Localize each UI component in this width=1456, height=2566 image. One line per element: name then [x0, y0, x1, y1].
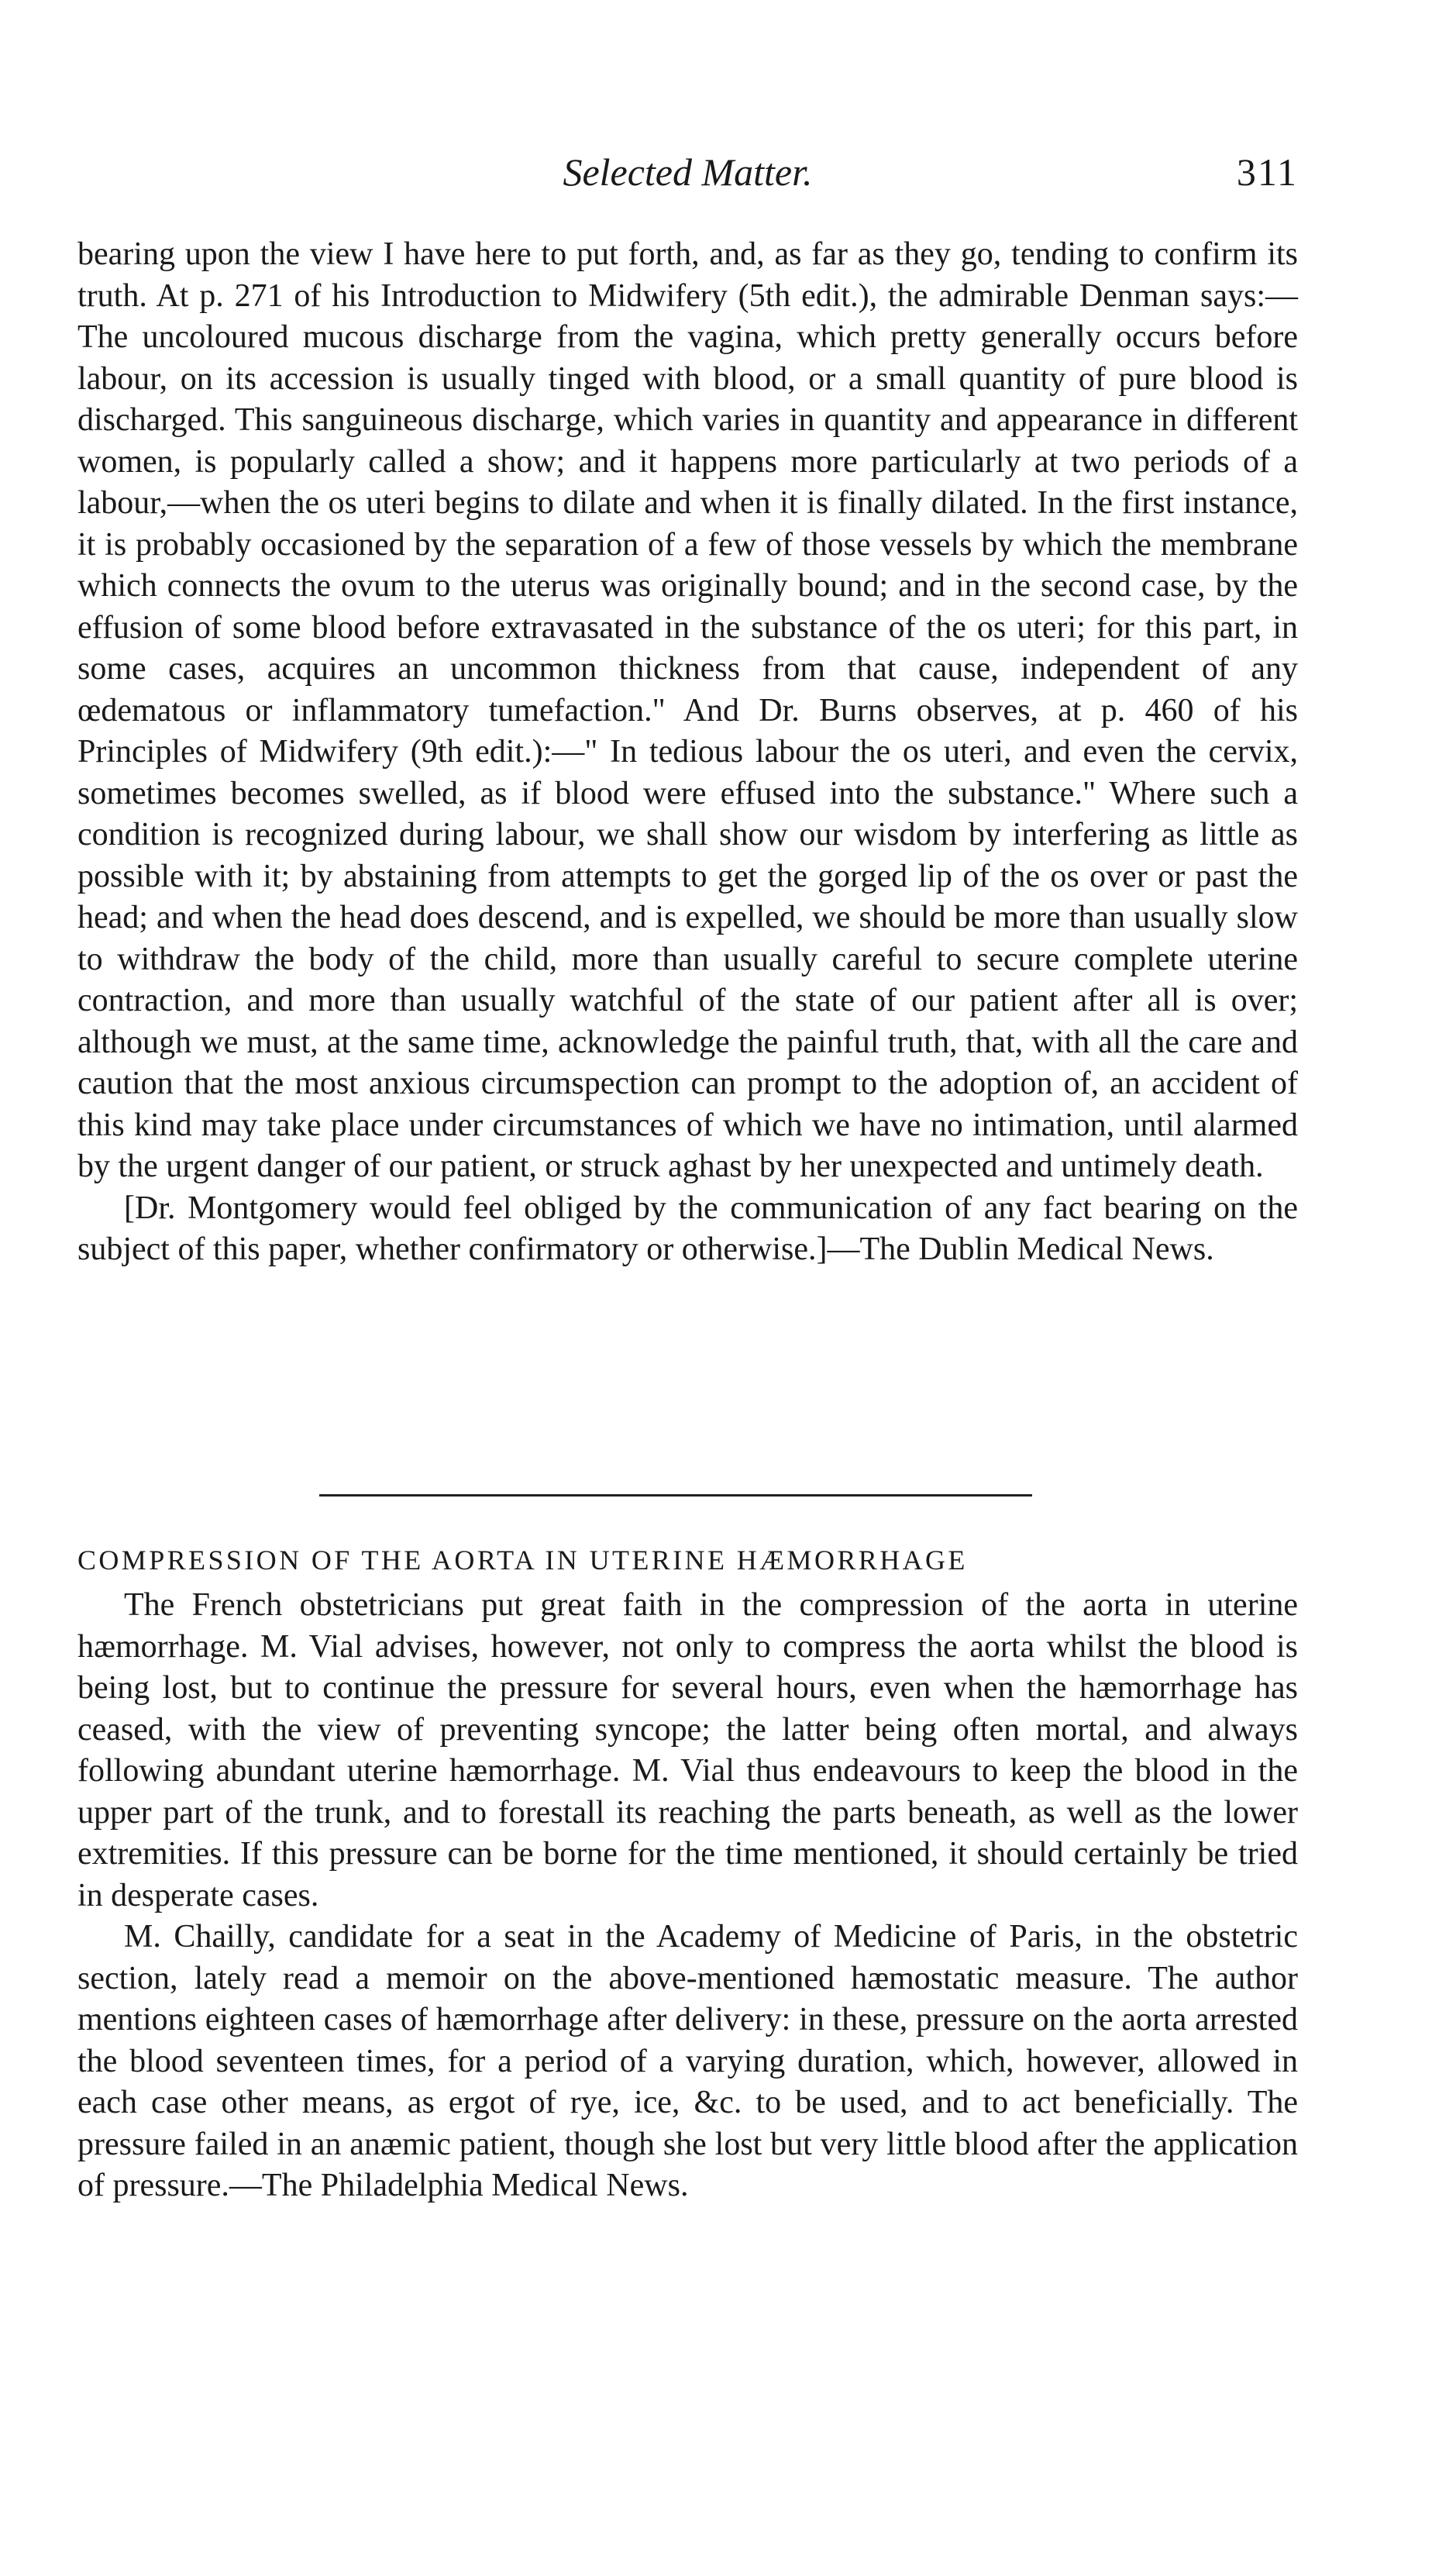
section-heading: COMPRESSION OF THE AORTA IN UTERINE HÆMORRHAGE [77, 1545, 968, 1576]
editorial-note-paragraph: [Dr. Montgomery would feel obliged by the communication of any fact bearing on the subject of this paper, whether confirmatory or otherwise.]—The Dublin Medical News. [77, 1190, 1298, 1267]
section-divider [319, 1494, 1032, 1497]
running-title: Selected Matter. [563, 150, 813, 194]
page-number: 311 [1236, 150, 1298, 194]
article-aorta-compression [77, 1585, 1298, 2207]
article-dublin-medical-news [77, 234, 1298, 1271]
body-paragraph: bearing upon the view I have here to put forth, and, as far as they go, tending to confirm its truth. At p. 271 of his Introduction to Midwifery (5th edit.), the admirable Denman says:—The uncoloured mucous discharge from the vagina, which pretty generally occurs before labour, on its accession is usually tinged with blood, or a small quantity of pure blood is discharged. This sanguineous discharge, which varies in quantity and appearance in different women, is popularly called a show; and it happens more particularly at two periods of a labour,—when the os uteri begins to dilate and when it is finally dilated. In the first instance, it is probably occasioned by the separation of a few of those vessels by which the membrane which connects the ovum to the uterus was originally bound; and in the second case, by the effusion of some blood before extravasated in the substance of the os uteri; for this part, in some cases, acquires an uncommon thickness from that cause, independent of any œdematous or inflammatory tumefaction." And Dr. Burns observes, at p. 460 of his Principles of Midwifery (9th edit.):—" In tedious labour the os uteri, and even the cervix, sometimes becomes swelled, as if blood were effused into the substance." Where such a condition is recognized during labour, we shall show our wisdom by interfering as little as possible with it; by abstaining from attempts to get the gorged lip of the os over or past the head; and when the head does descend, and is expelled, we should be more than usually slow to withdraw the body of the child, more than usually careful to secure complete uterine contraction, and more than usually watchful of the state of our patient after all is over; although we must, at the same time, acknowledge the painful truth, that, with all the care and caution that the most anxious circumspection can prompt to the adoption of, an accident of this kind may take place under circumstances of which we have no intimation, until alarmed by the urgent danger of our patient, or struck aghast by her unexpected and untimely death. [77, 236, 1298, 1184]
body-paragraph: M. Chailly, candidate for a seat in the Academy of Medicine of Paris, in the obstetric section, lately read a memoir on the above-mentioned hæmostatic measure. The author mentions eighteen cases of hæmorrhage after delivery: in these, pressure on the aorta arrested the blood seventeen times, for a period of a varying duration, which, however, allowed in each case other means, as ergot of rye, ice, &c. to be used, and to act beneficially. The pressure failed in an anæmic patient, though she lost but very little blood after the application of pressure.—The Philadelphia Medical News. [77, 1919, 1298, 2203]
body-paragraph: The French obstetricians put great faith in the compression of the aorta in uterine hæmorrhage. M. Vial advises, however, not only to compress the aorta whilst the blood is being lost, but to continue the pressure for several hours, even when the hæmorrhage has ceased, with the view of preventing syncope; the latter being often mortal, and always following abundant uterine hæmorrhage. M. Vial thus endeavours to keep the blood in the upper part of the trunk, and to forestall its reaching the parts beneath, as well as the lower extremities. If this pressure can be borne for the time mentioned, it should certainly be tried in desperate cases. [77, 1587, 1298, 1913]
running-head [77, 141, 1298, 203]
